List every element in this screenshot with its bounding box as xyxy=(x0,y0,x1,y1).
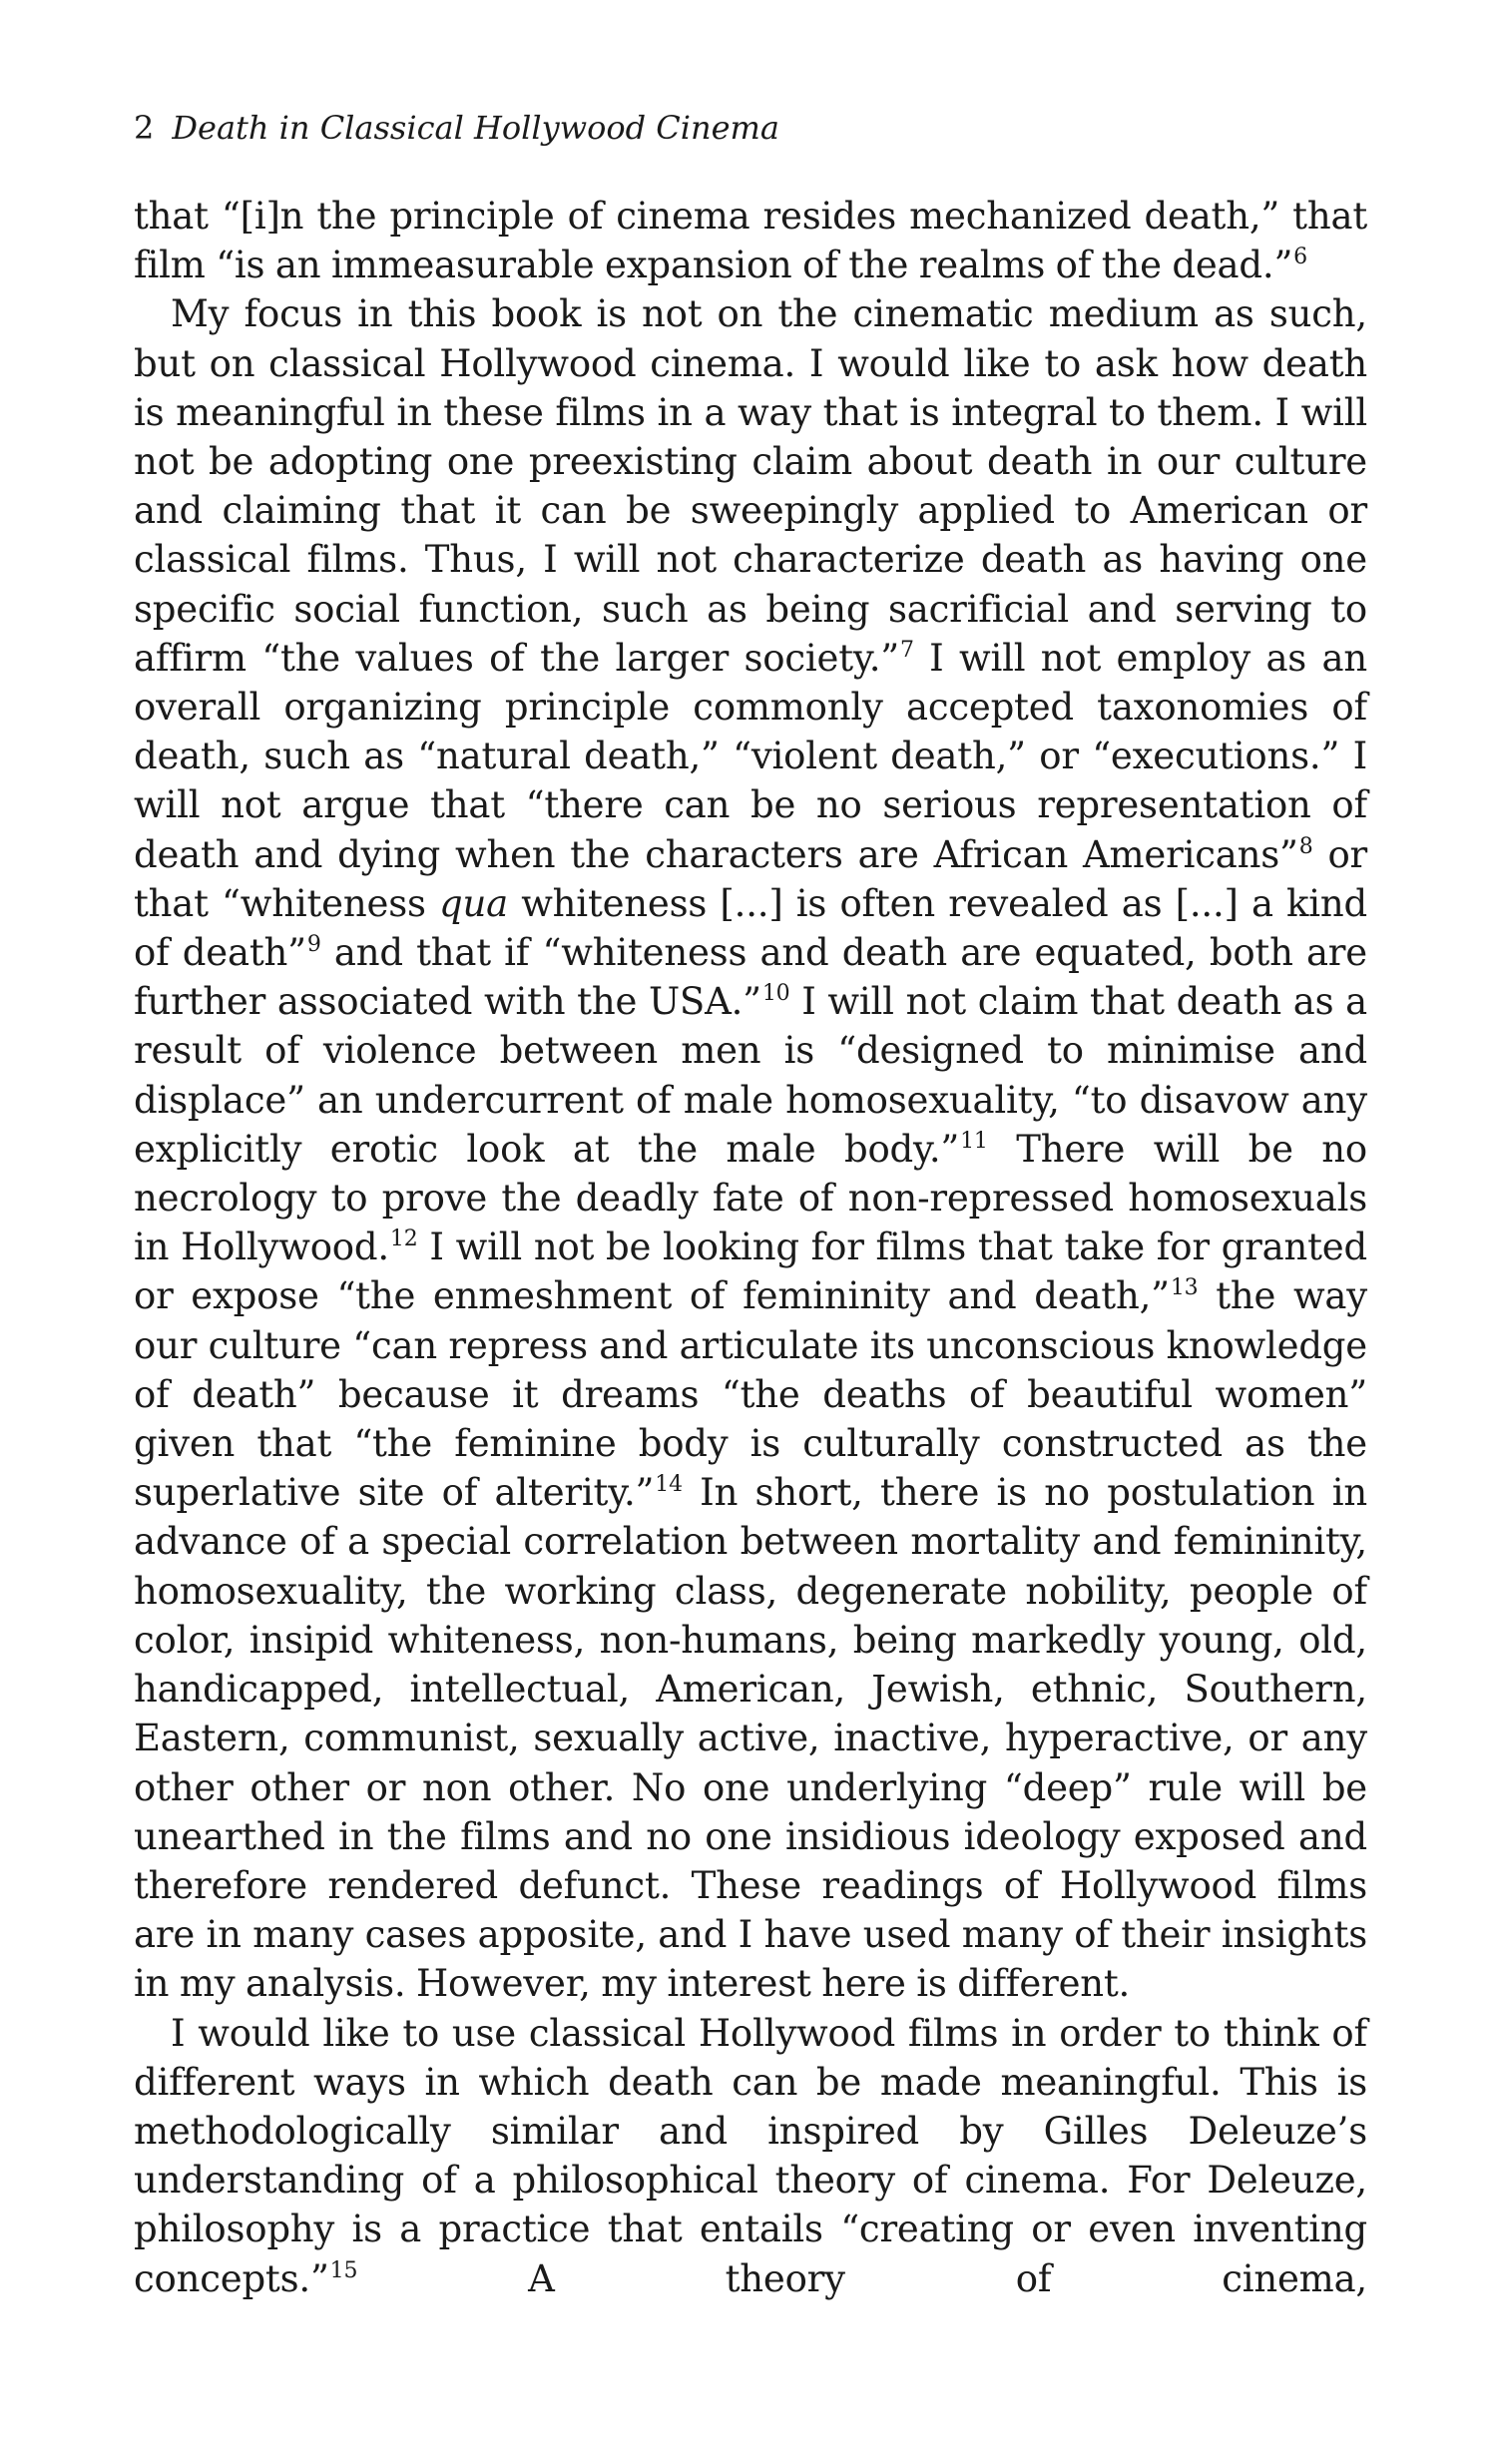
text-run: I will not be looking for films that take for granted or expose “the enmeshment of femininity and death,” xyxy=(134,1226,1367,1318)
book-title: Death in Classical Hollywood Cinema xyxy=(172,109,779,147)
book-page xyxy=(134,108,1367,2303)
footnote-ref: 13 xyxy=(1170,1275,1199,1301)
footnote-ref: 10 xyxy=(761,981,790,1007)
text-run: My focus in this book is not on the cinematic medium as such, but on classical Hollywood cinema. I would like to ask how death is meaningful in these films in a way that is integral to them. I will not be adopting one preexisting claim about death in our culture and claiming that it can be sweepingly applied to American or classical films. Thus, I will not characterize death as having one specific social function, such as being sacrificial and serving to affirm “the values of the larger society.” xyxy=(134,292,1367,680)
footnote-ref: 14 xyxy=(655,1472,683,1498)
text-run: I will not claim that death as a result of violence between men is “designed to minimise and displace” an undercurrent of male homosexuality, “to disavow any explicitly erotic look at the male body.” xyxy=(134,980,1367,1171)
running-head xyxy=(134,108,1367,148)
paragraph-2 xyxy=(134,289,1367,2008)
text-run: A theory of cinema, xyxy=(357,2256,1367,2300)
text-run: the way our culture “can repress and articulate its unconscious knowledge of death” because it dreams “the deaths of beautiful women” given that “the feminine body is culturally constructed as the superlative site of alterity.” xyxy=(134,1274,1367,1515)
text-run: In short, there is no postulation in advance of a special correlation between mortality and femininity, homosexuality, the working class, degenerate nobility, people of color, insipid whiteness, non-humans, being markedly young, old, handicapped, intellectual, American, Jewish, ethnic, Southern, Eastern, communist, sexually active, inactive, hyperactive, or any other other or non other. No one underlying “deep” rule will be unearthed in the films and no one insidious ideology exposed and therefore rendered defunct. These readings of Hollywood films are in many cases apposite, and I have used many of their insights in my analysis. However, my interest here is different. xyxy=(134,1471,1367,2006)
footnote-ref: 7 xyxy=(899,637,914,663)
text-run: I would like to use classical Hollywood films in order to think of different ways in which death can be made meaningful. This is methodologically similar and inspired by Gilles Deleuze’s understanding of a philosophical theory of cinema. For Deleuze, philosophy is a practice that entails “creating or even inventing concepts.” xyxy=(134,2011,1367,2300)
footnote-ref: 8 xyxy=(1298,833,1313,859)
text-run: that “[i]n the principle of cinema resides mechanized death,” that film “is an immeasurable expansion of the realms of the dead.” xyxy=(134,195,1367,287)
footnote-ref: 6 xyxy=(1293,245,1307,270)
text-run: I will not employ as an overall organizing principle commonly accepted taxonomies of death, such as “natural death,” “violent death,” or “executions.” I will not argue that “there can be no serious representation of death and dying when the characters are African Americans” xyxy=(134,636,1367,876)
footnote-ref: 9 xyxy=(306,932,321,958)
paragraph-1 xyxy=(134,192,1367,289)
footnote-ref: 15 xyxy=(329,2257,358,2283)
text-run: or that “whiteness xyxy=(134,832,1368,925)
body-text xyxy=(134,192,1367,2303)
text-run: whiteness [...] is often revealed as [...] a kind of death” xyxy=(134,881,1368,975)
italic-term: qua xyxy=(439,881,508,925)
paragraph-3 xyxy=(134,2009,1367,2303)
text-run: and that if “whiteness and death are equated, both are further associated with the USA.” xyxy=(134,931,1367,1024)
text-run: There will be no necrology to prove the deadly fate of non-repressed homosexuals in Hollywood. xyxy=(134,1127,1367,1269)
page-number: 2 xyxy=(134,109,155,147)
footnote-ref: 11 xyxy=(960,1128,988,1154)
footnote-ref: 12 xyxy=(389,1227,418,1252)
